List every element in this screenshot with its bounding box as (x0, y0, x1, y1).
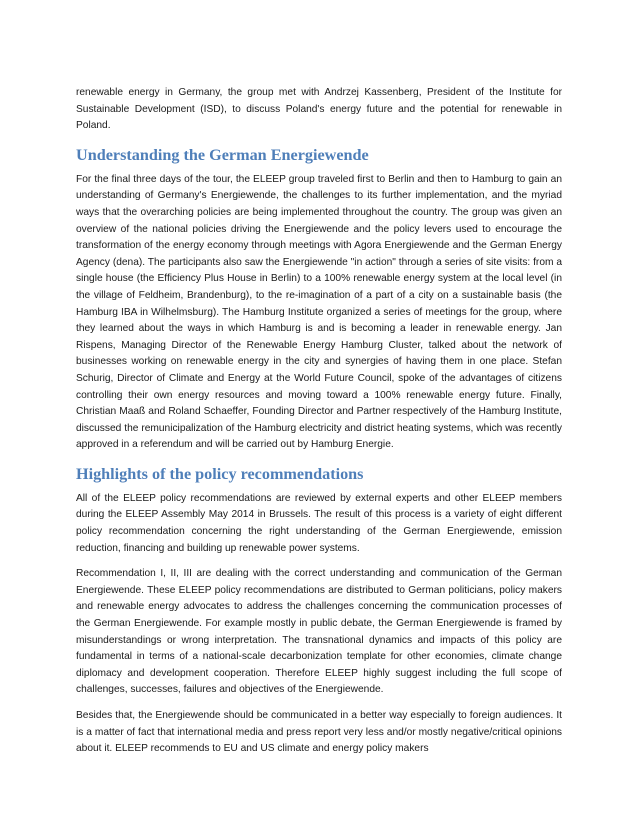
section-paragraph: Recommendation I, II, III are dealing with the correct understanding and communication of the German Energiewende. These ELEEP policy recommendations are distributed to German politicians, policy makers and renewable energy advocates to address the challenges concerning the communication processes of the German Energiewende. For example mostly in public debate, the German Energiewende is framed by misunderstandings or wrong interpretation. The transnational dynamics and impacts of this policy are fundamental in terms of a national-scale decarbonization template for other economies, climate change diplomacy and development cooperation. Therefore ELEEP highly suggest including the full scope of challenges, successes, failures and objectives of the Energiewende. (76, 568, 562, 696)
section-heading-policy-highlights: Highlights of the policy recommendations (76, 464, 364, 483)
section-paragraph: For the final three days of the tour, the ELEEP group traveled first to Berlin and then to Hamburg to gain an understanding of Germany's Energiewende, the challenges to its further implementation, and the myriad ways that the overarching policies are being implemented throughout the country. The group was given an overview of the national policies driving the Energiewende and the policy levers used to encourage the transformation of the energy economy through meetings with Agora Energiewende and the German Energy Agency (dena). The participants also saw the Energiewende "in action" through a series of site visits: from a single house (the Efficiency Plus House in Berlin) to a 100% renewable energy system at the local level (in the village of Feldheim, Brandenburg), to the re-imagination of a part of a city on a sustainable basis (the Hamburg IBA in Wilhelmsburg). The Hamburg Institute organized a series of meetings for the group, where they learned about the ways in which Hamburg is and is becoming a leader in renewable energy. Jan Rispens, Managing Director of the Renewable Energy Hamburg Cluster, talked about the network of businesses working on renewable energy in the city and synergies of having them in one place. Stefan Schurig, Director of Climate and Energy at the World Future Council, spoke of the advantages of citizens controlling their own energy resources and moving toward a 100% renewable energy future. Finally, Christian Maaß and Roland Schaeffer, Founding Director and Partner respectively of the Hamburg Institute, discussed the remunicipalization of the Hamburg electricity and district heating systems, which was recently approved in a referendum and will be carried out by Hamburg Energie. (76, 173, 562, 451)
section-paragraph: All of the ELEEP policy recommendations are reviewed by external experts and other ELEEP members during the ELEEP Assembly May 2014 in Brussels. The result of this process is a variety of eight different policy recommendation concerning the right understanding of the German Energiewende, emission reduction, financing and building up renewable power systems. (76, 492, 562, 554)
intro-paragraph: renewable energy in Germany, the group met with Andrzej Kassenberg, President of the Institute for Sustainable Development (ISD), to discuss Poland's energy future and the potential for renewable in Poland. (76, 87, 562, 132)
section-paragraph: Besides that, the Energiewende should be communicated in a better way especially to foreign audiences. It is a matter of fact that international media and press report very less and/or mostly negative/critical opinions about it. ELEEP recommends to EU and US climate and energy policy makers (76, 710, 562, 755)
section-heading-understanding-energiewende: Understanding the German Energiewende (76, 145, 369, 164)
document-body (76, 85, 562, 767)
